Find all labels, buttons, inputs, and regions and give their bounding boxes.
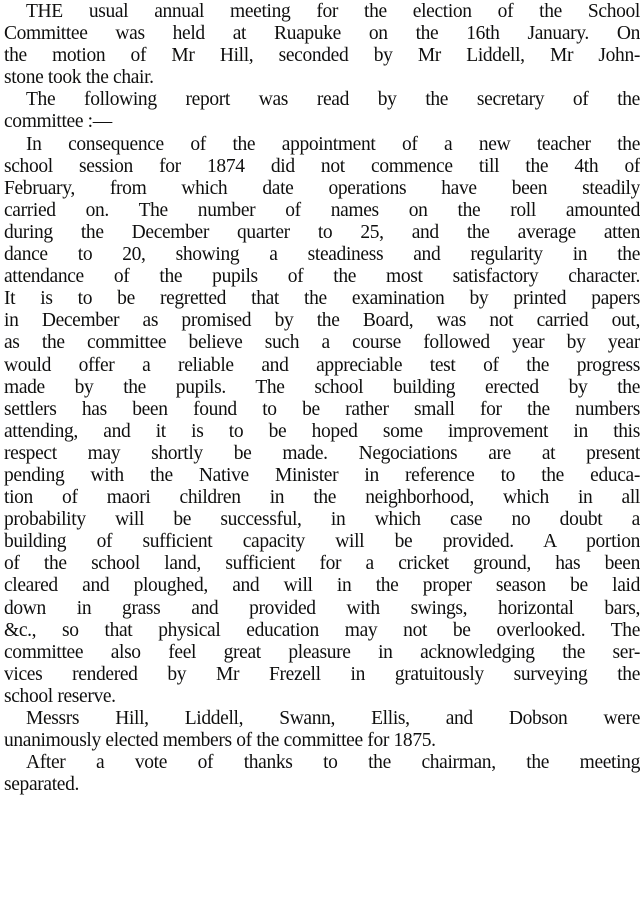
text-line: &c., so that physical education may not be overlooked. The xyxy=(4,619,640,641)
text-line: in December as promised by the Board, was not carried out, xyxy=(4,310,640,332)
text-line: It is to be regretted that the examination by printed papers xyxy=(4,288,640,310)
text-line: probability will be successful, in which case no doubt a xyxy=(4,509,640,531)
text-line: the motion of Mr Hill, seconded by Mr Liddell, Mr John- xyxy=(4,45,640,67)
text-line: February, from which date operations have been steadily xyxy=(4,177,640,199)
text-line: building of sufficient capacity will be provided. A portion xyxy=(4,531,640,553)
paragraph-report-body xyxy=(4,134,640,708)
text-line: down in grass and provided with swings, horizontal bars, xyxy=(4,597,640,619)
text-line: The following report was read by the secretary of the xyxy=(26,89,640,111)
text-line: committee also feel great pleasure in acknowledging the ser- xyxy=(4,641,640,663)
text-line: In consequence of the appointment of a new teacher the xyxy=(26,133,640,155)
text-line: school reserve. xyxy=(4,685,116,707)
paragraph-report-intro xyxy=(4,89,640,133)
text-line: committee :— xyxy=(4,111,112,133)
paragraph-election-result xyxy=(4,708,640,752)
text-line: stone took the chair. xyxy=(4,67,154,89)
text-line: school session for 1874 did not commence till the 4th of xyxy=(4,155,640,177)
text-line: pending with the Native Minister in reference to the educa- xyxy=(4,464,640,486)
text-line: attending, and it is to be hoped some improvement in this xyxy=(4,420,640,442)
text-line: unanimously elected members of the committee for 1875. xyxy=(4,730,436,752)
text-line: attendance of the pupils of the most satisfactory character. xyxy=(4,266,640,288)
text-line: THE usual annual meeting for the election of the School xyxy=(26,1,640,22)
article-body xyxy=(4,1,640,796)
text-line: After a vote of thanks to the chairman, the meeting xyxy=(26,752,640,774)
text-line: would offer a reliable and appreciable test of the progress xyxy=(4,354,640,376)
text-line: carried on. The number of names on the roll amounted xyxy=(4,199,640,221)
paragraph-closing xyxy=(4,752,640,796)
text-line: as the committee believe such a course followed year by year xyxy=(4,332,640,354)
text-line: of the school land, sufficient for a cricket ground, has been xyxy=(4,553,640,575)
text-line: settlers has been found to be rather small for the numbers xyxy=(4,398,640,420)
paragraph-meeting-opening xyxy=(4,1,640,89)
text-line: separated. xyxy=(4,774,79,796)
text-line: tion of maori children in the neighborhood, which in all xyxy=(4,487,640,509)
text-line: during the December quarter to 25, and the average atten xyxy=(4,221,640,243)
text-line: made by the pupils. The school building erected by the xyxy=(4,376,640,398)
text-line: dance to 20, showing a steadiness and regularity in the xyxy=(4,244,640,266)
text-line: Messrs Hill, Liddell, Swann, Ellis, and Dobson were xyxy=(26,708,640,729)
text-line: Committee was held at Ruapuke on the 16th January. On xyxy=(4,23,640,45)
text-line: cleared and ploughed, and will in the proper season be laid xyxy=(4,575,640,597)
text-line: respect may shortly be made. Negociations are at present xyxy=(4,442,640,464)
text-line: vices rendered by Mr Frezell in gratuitously surveying the xyxy=(4,663,640,685)
